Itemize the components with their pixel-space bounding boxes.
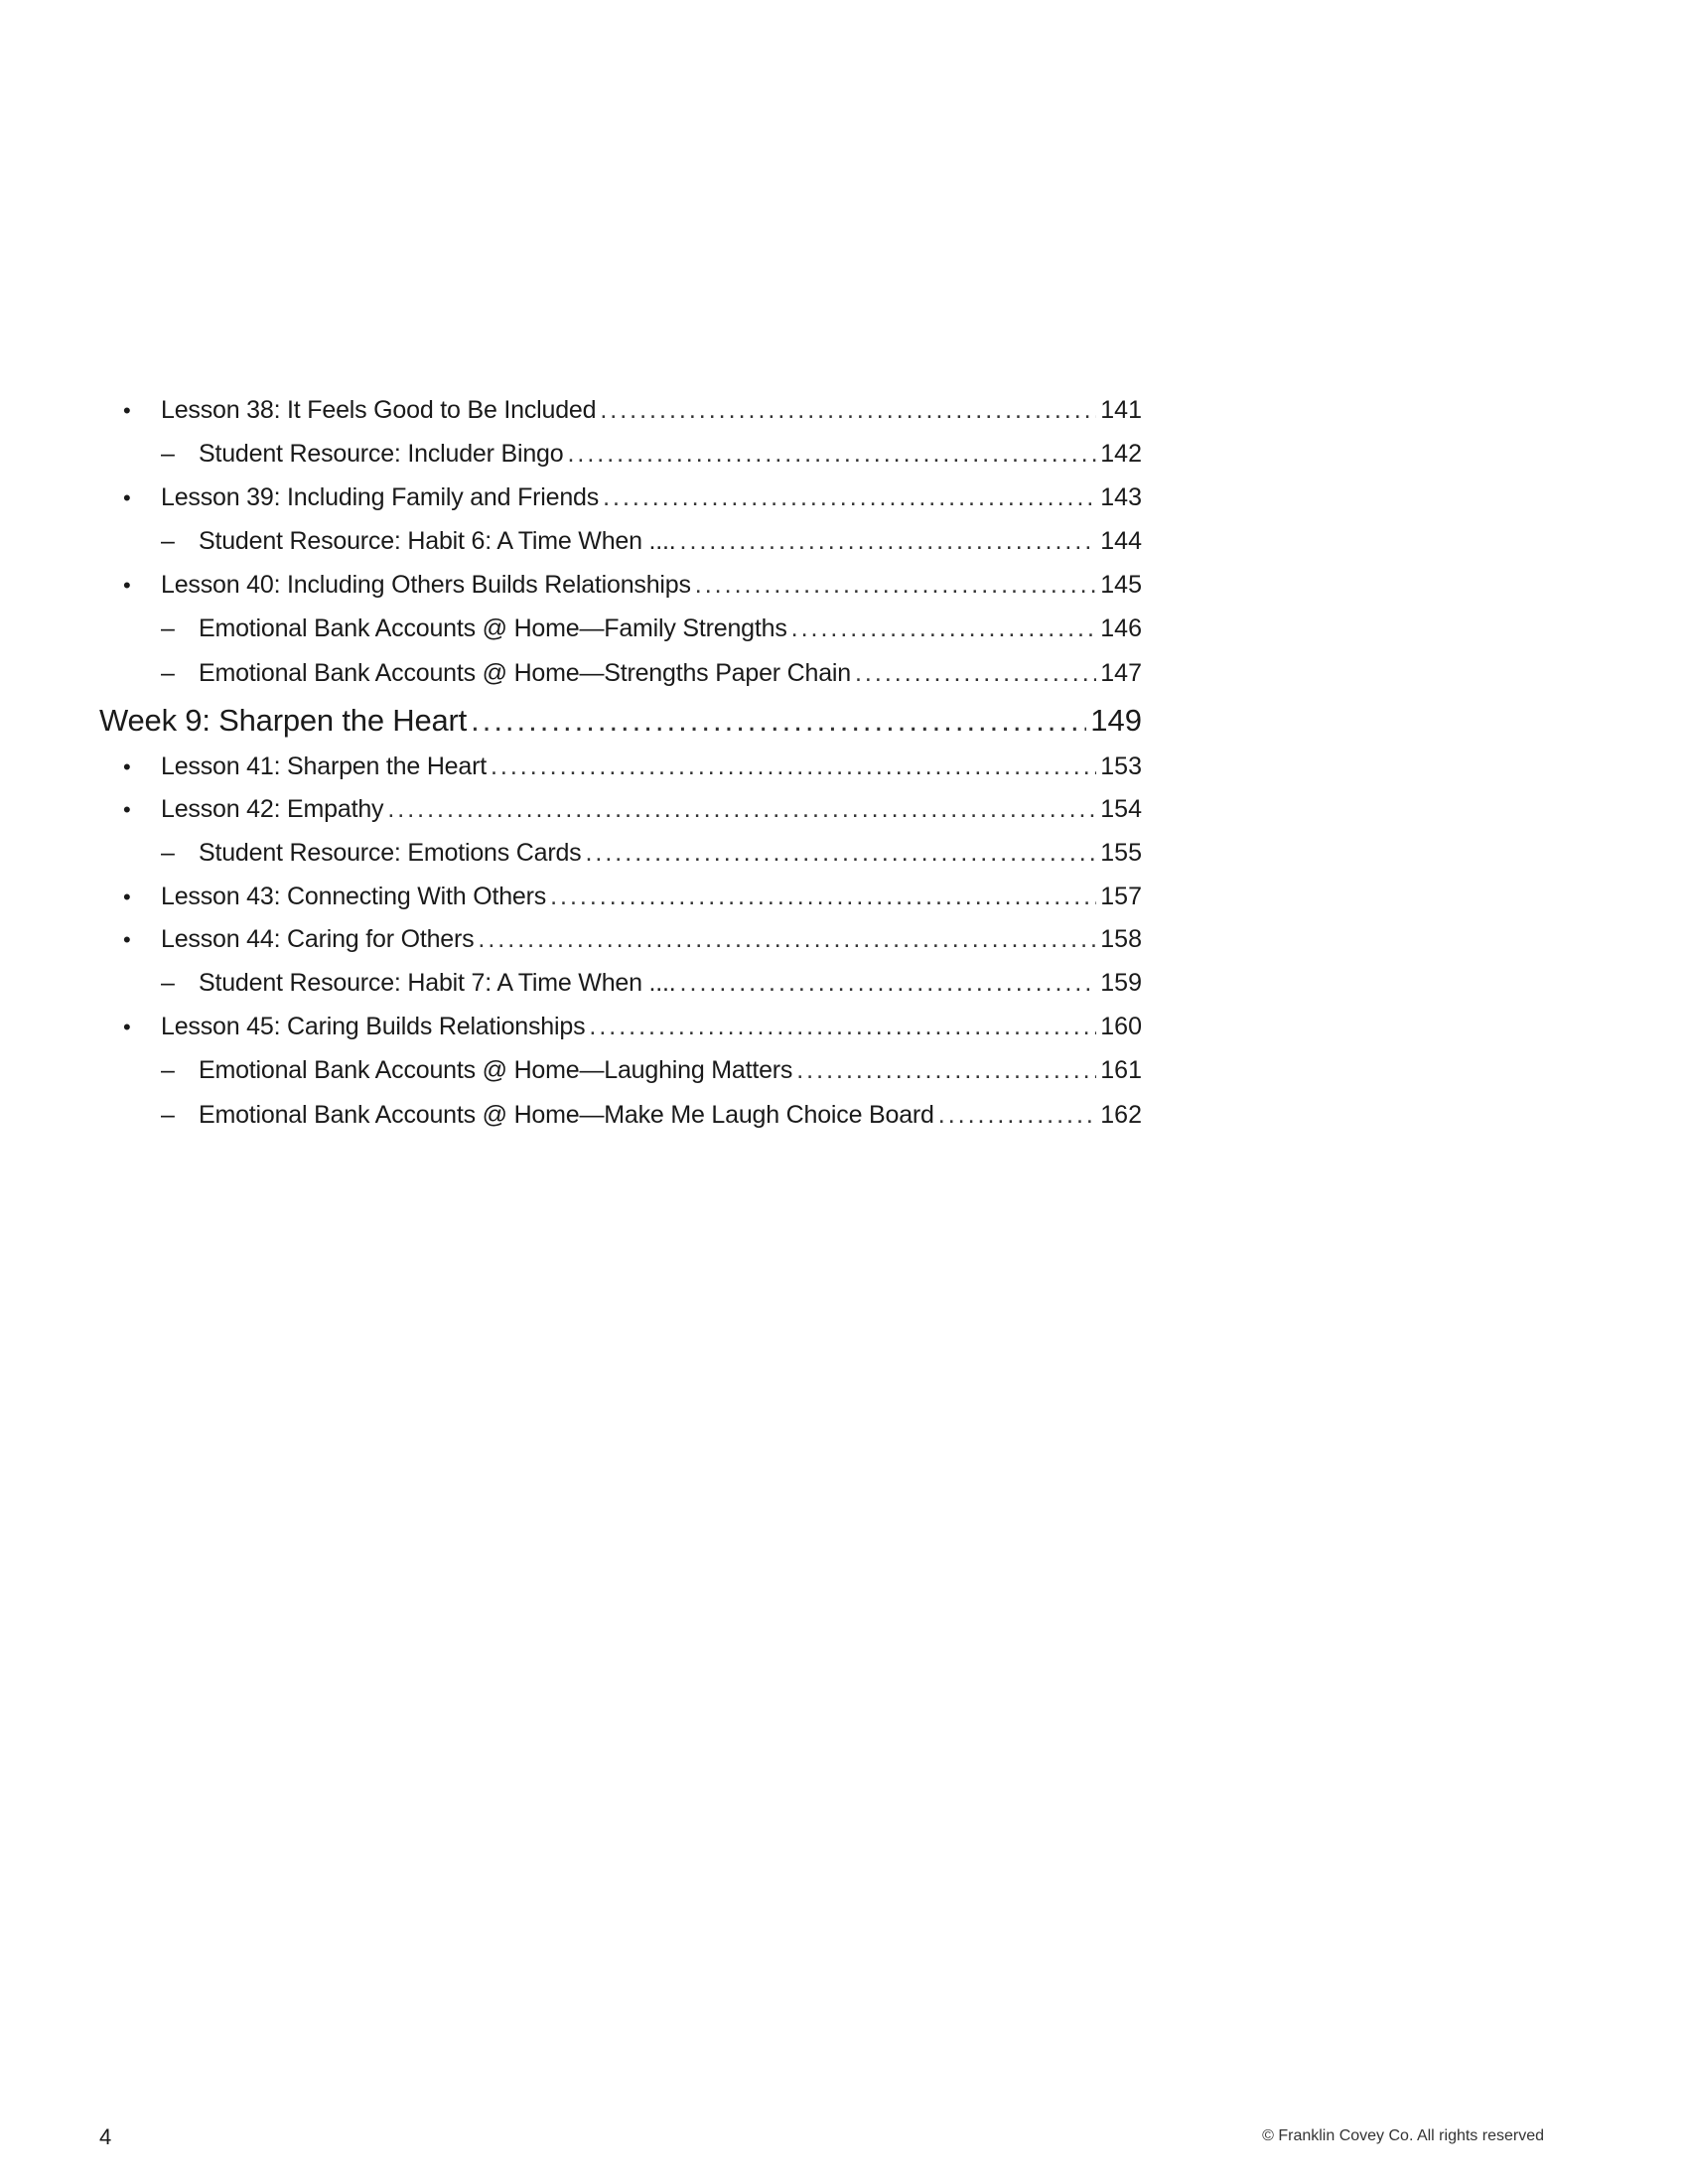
- toc-entry-marker: •: [123, 754, 131, 779]
- dot-leader: [603, 477, 1096, 519]
- dot-leader: [680, 519, 1097, 564]
- dot-leader: [855, 651, 1096, 696]
- toc-entry[interactable]: [99, 831, 1142, 876]
- toc-entry-title: Student Resource: Includer Bingo: [199, 440, 564, 468]
- toc-entry[interactable]: [99, 651, 1142, 696]
- dot-leader: [938, 1093, 1097, 1138]
- dot-leader: [589, 1006, 1096, 1048]
- dot-leader: [680, 961, 1097, 1006]
- toc-entry-marker: –: [161, 1101, 175, 1129]
- toc-entry-marker: –: [161, 1056, 175, 1084]
- toc-entry-marker: •: [123, 485, 131, 510]
- toc-entry-page: 146: [1100, 614, 1142, 642]
- dot-leader: [585, 831, 1096, 876]
- toc-entry-title: Emotional Bank Accounts @ Home—Make Me Laugh Choice Board: [199, 1101, 934, 1129]
- toc-entry-title: Student Resource: Habit 7: A Time When ....: [199, 969, 676, 997]
- dot-leader: [567, 432, 1096, 477]
- toc-entry-page: 159: [1100, 969, 1142, 997]
- toc-entry-marker: •: [123, 885, 131, 909]
- toc-entry[interactable]: [99, 607, 1142, 651]
- dot-leader: [387, 788, 1096, 831]
- toc-entry-page: 155: [1100, 839, 1142, 867]
- toc-entry-title: Emotional Bank Accounts @ Home—Strengths Paper Chain: [199, 659, 851, 687]
- dot-leader: [550, 876, 1096, 918]
- toc-entry[interactable]: [99, 477, 1142, 519]
- toc-entry-title: Lesson 38: It Feels Good to Be Included: [161, 396, 597, 424]
- toc-entry-page: 149: [1090, 703, 1142, 738]
- toc-entry-page: 154: [1100, 795, 1142, 823]
- toc-entry-page: 141: [1100, 396, 1142, 424]
- toc-entry-title: Week 9: Sharpen the Heart: [99, 703, 468, 738]
- toc-entry-page: 153: [1100, 752, 1142, 780]
- toc-entry-title: Student Resource: Emotions Cards: [199, 839, 582, 867]
- toc-entry[interactable]: [99, 961, 1142, 1006]
- toc-entry[interactable]: [99, 918, 1142, 961]
- toc-entry-page: 142: [1100, 440, 1142, 468]
- toc-entry-marker: –: [161, 839, 175, 867]
- dot-leader: [471, 696, 1086, 746]
- toc-entry-page: 145: [1100, 571, 1142, 599]
- toc-entry[interactable]: [99, 564, 1142, 607]
- toc-entry-page: 157: [1100, 883, 1142, 910]
- toc-entry-title: Lesson 39: Including Family and Friends: [161, 483, 600, 511]
- dot-leader: [791, 607, 1097, 651]
- dot-leader: [796, 1048, 1096, 1093]
- toc-entry-title: Lesson 45: Caring Builds Relationships: [161, 1013, 586, 1040]
- toc-entry-title: Student Resource: Habit 6: A Time When ....: [199, 527, 676, 555]
- toc-entry-page: 147: [1100, 659, 1142, 687]
- toc-entry-title: Lesson 41: Sharpen the Heart: [161, 752, 487, 780]
- toc-entry[interactable]: [99, 389, 1142, 432]
- toc-entry-marker: •: [123, 398, 131, 423]
- dot-leader: [491, 746, 1096, 788]
- toc-entry-title: Lesson 44: Caring for Others: [161, 925, 475, 953]
- toc-entry-page: 158: [1100, 925, 1142, 953]
- toc-entry-page: 162: [1100, 1101, 1142, 1129]
- dot-leader: [600, 389, 1096, 432]
- toc-entry-page: 160: [1100, 1013, 1142, 1040]
- toc-entry-marker: –: [161, 527, 175, 555]
- toc-entry-title: Lesson 43: Connecting With Others: [161, 883, 547, 910]
- footer-copyright: © Franklin Covey Co. All rights reserved: [1262, 2127, 1544, 2144]
- table-of-contents: [99, 389, 1142, 1138]
- toc-entry[interactable]: [99, 876, 1142, 918]
- toc-entry-marker: –: [161, 969, 175, 997]
- toc-entry-title: Emotional Bank Accounts @ Home—Laughing Matters: [199, 1056, 793, 1084]
- footer-page-number: 4: [99, 2124, 112, 2149]
- dot-leader: [695, 564, 1097, 607]
- toc-entry-marker: •: [123, 573, 131, 598]
- toc-entry-page: 143: [1100, 483, 1142, 511]
- toc-entry[interactable]: [99, 746, 1142, 788]
- toc-entry-page: 144: [1100, 527, 1142, 555]
- toc-entry[interactable]: [99, 432, 1142, 477]
- toc-entry-marker: –: [161, 440, 175, 468]
- toc-entry-title: Emotional Bank Accounts @ Home—Family Strengths: [199, 614, 787, 642]
- toc-entry[interactable]: [99, 1048, 1142, 1093]
- toc-entry-title: Lesson 40: Including Others Builds Relationships: [161, 571, 691, 599]
- toc-entry-marker: –: [161, 659, 175, 687]
- toc-entry-title: Lesson 42: Empathy: [161, 795, 384, 823]
- toc-entry-marker: •: [123, 1015, 131, 1039]
- toc-entry-marker: –: [161, 614, 175, 642]
- toc-entry[interactable]: [99, 1006, 1142, 1048]
- toc-section-heading[interactable]: [99, 696, 1142, 746]
- toc-entry-marker: •: [123, 797, 131, 822]
- toc-entry[interactable]: [99, 788, 1142, 831]
- toc-entry-marker: •: [123, 927, 131, 952]
- toc-entry[interactable]: [99, 1093, 1142, 1138]
- dot-leader: [478, 918, 1096, 961]
- toc-entry[interactable]: [99, 519, 1142, 564]
- toc-entry-page: 161: [1100, 1056, 1142, 1084]
